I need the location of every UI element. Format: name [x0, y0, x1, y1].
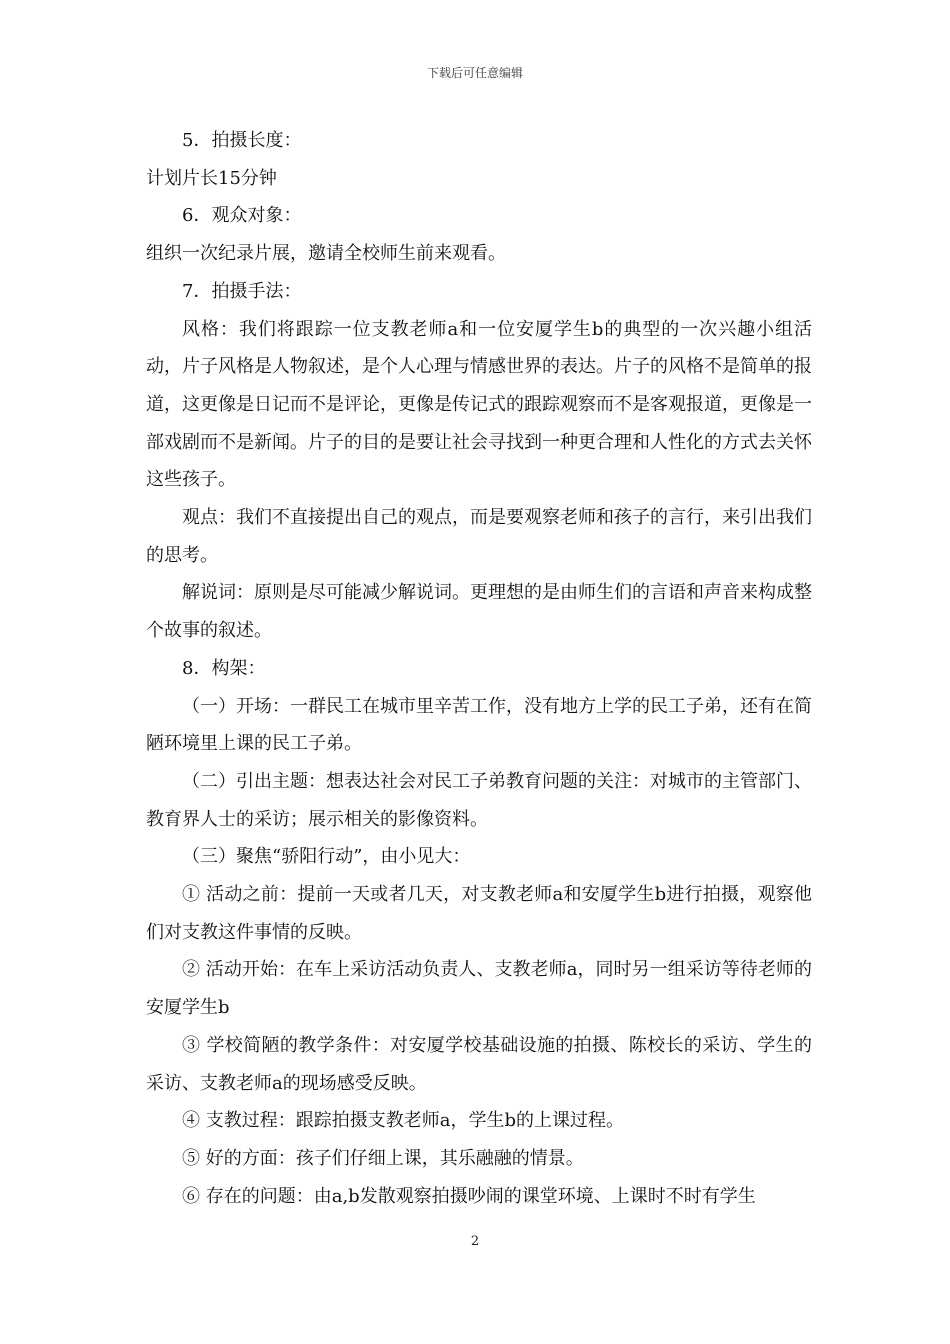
paragraph-viewpoint: 观点：我们不直接提出自己的观点，而是要观察老师和孩子的言行，来引出我们的思考。	[146, 507, 812, 566]
paragraph-narration: 解说词：原则是尽可能减少解说词。更理想的是由师生们的言语和声音来构成整个故事的叙述。	[146, 582, 812, 642]
page-header: 下载后可任意编辑	[426, 66, 523, 80]
paragraph-style: 风格：我们将跟踪一位支教老师a和一位安厦学生b的典型的一次兴趣小组活动，片子风格是人物叙述，是个人心理与情感世界的表达。片子的风格不是简单的报道，这更像是日记而不是评论，更像是传记式的跟踪观察而不是客观报道，更像是一部戏剧而不是新闻。片子的目的是要让社会寻找到一种更合理和人性化的方式去关怀这些孩子。	[146, 318, 812, 491]
paragraph-focus: （三）聚焦“骄阳行动”，由小见大：	[182, 846, 471, 868]
section-heading-technique: 7．拍摄手法：	[182, 280, 302, 302]
list-item-2: ② 活动开始：在车上采访活动负责人、支教老师a，同时另一组采访等待老师的安厦学生b	[146, 959, 812, 1019]
list-item-4: ④ 支教过程：跟踪拍摄支教老师a，学生b的上课过程。	[182, 1110, 624, 1132]
paragraph-opening: （一）开场：一群民工在城市里辛苦工作，没有地方上学的民工子弟，还有在简陋环境里上课的民工子弟。	[146, 695, 812, 755]
paragraph-length: 计划片长15分钟	[146, 167, 277, 189]
section-heading-structure: 8．构架：	[182, 657, 266, 679]
section-heading-audience: 6．观众对象：	[182, 205, 302, 227]
list-item-6: ⑥ 存在的问题：由a,b发散观察拍摄吵闹的课堂环境、上课时不时有学生	[182, 1185, 756, 1207]
paragraph-theme: （二）引出主题：想表达社会对民工子弟教育问题的关注：对城市的主管部门、教育界人士的采访；展示相关的影像资料。	[146, 770, 812, 830]
list-item-3: ③ 学校简陋的教学条件：对安厦学校基础设施的拍摄、陈校长的采访、学生的采访、支教老师a的现场感受反映。	[146, 1034, 812, 1094]
page-number: 2	[470, 1234, 480, 1249]
paragraph-audience: 组织一次纪录片展，邀请全校师生前来观看。	[146, 243, 506, 265]
list-item-5: ⑤ 好的方面：孩子们仔细上课，其乐融融的情景。	[182, 1147, 584, 1169]
document-body	[146, 122, 812, 1215]
section-heading-length: 5．拍摄长度：	[182, 130, 302, 151]
list-item-1: ① 活动之前：提前一天或者几天，对支教老师a和安厦学生b进行拍摄，观察他们对支教这件事情的反映。	[146, 884, 812, 943]
